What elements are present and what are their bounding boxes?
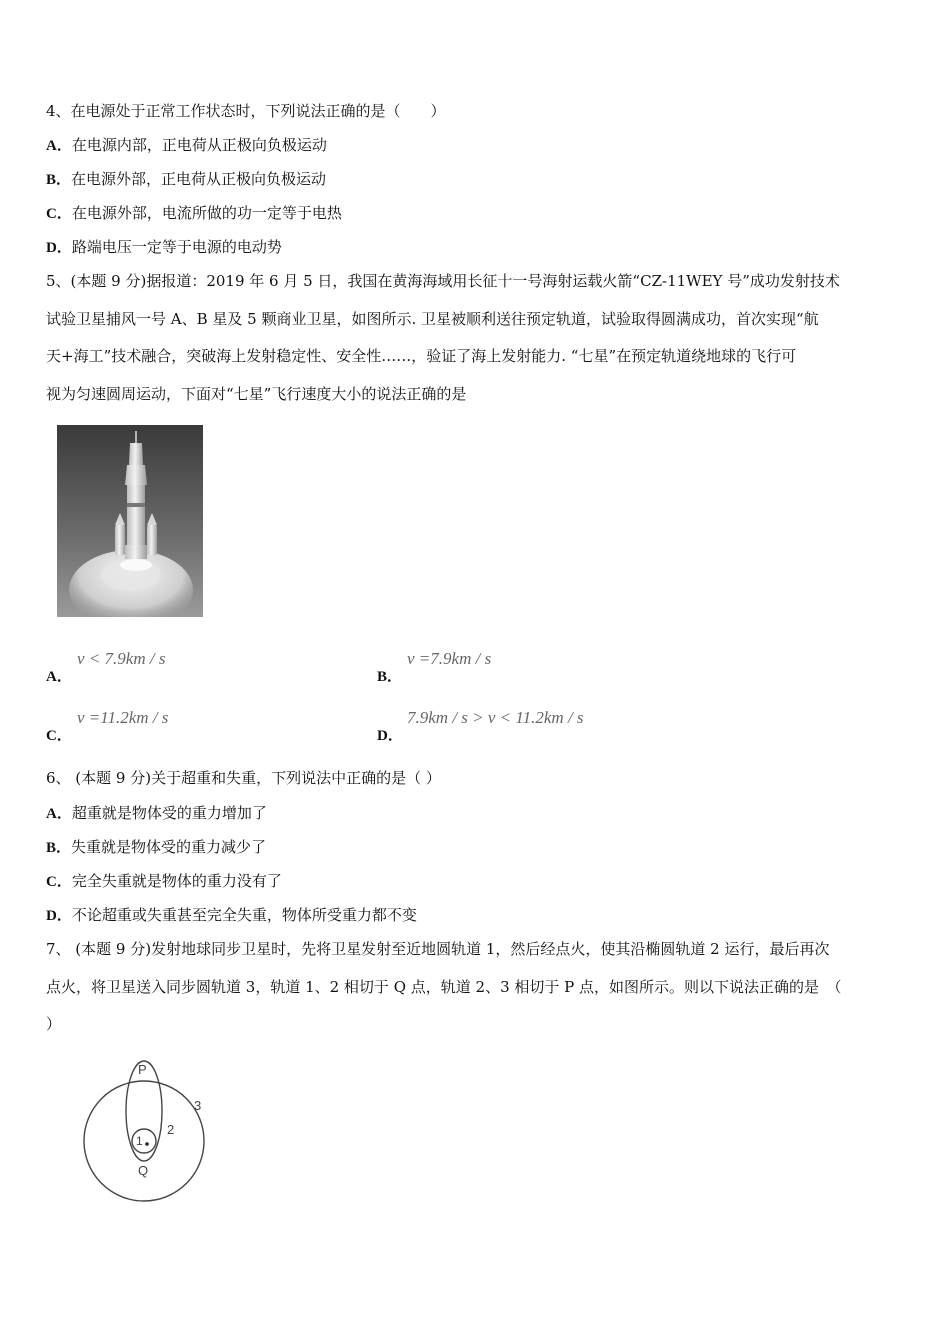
q4-option-d — [46, 237, 282, 258]
q7-line-2: 点火，将卫星送入同步圆轨道 3，轨道 1、2 相切于 Q 点，轨道 2、3 相切于 P 点，如图所示。则以下说法正确的是 （ — [46, 978, 842, 996]
earth-center-dot — [145, 1142, 149, 1146]
q4-option-a — [46, 135, 327, 156]
q4-option-b — [46, 169, 326, 190]
orbit-3 — [84, 1081, 204, 1201]
option-label: C． — [46, 206, 72, 222]
option-label: A． — [46, 806, 72, 822]
q6-option-a — [46, 803, 267, 824]
option-text: 在电源外部，正电荷从正极向负极运动 — [71, 170, 327, 188]
q5-line-4: 视为匀速圆周运动，下面对“七星”飞行速度大小的说法正确的是 — [46, 385, 467, 403]
q6-option-b — [46, 837, 266, 858]
q6-stem: 6、 (本题 9 分)关于超重和失重，下列说法中正确的是（ ） — [46, 769, 441, 787]
option-text: 超重就是物体受的重力增加了 — [71, 804, 267, 822]
option-text: 在电源外部，电流所做的功一定等于电热 — [71, 204, 342, 222]
q5-option-d-formula: 7.9km / s > v < 11.2km / s — [407, 708, 584, 727]
option-label: D． — [46, 908, 72, 924]
q6-option-d — [46, 905, 417, 926]
q5-option-b-label: B． — [377, 669, 403, 685]
q7-line-3: ） — [46, 1015, 62, 1033]
option-text: 路端电压一定等于电源的电动势 — [71, 238, 282, 256]
label-orbit-3: 3 — [194, 1098, 202, 1113]
q7-line-1: 7、 (本题 9 分)发射地球同步卫星时，先将卫星发射至近地圆轨道 1，然后经点火，使其沿椭圆轨道 2 运行，最后再次 — [46, 940, 830, 958]
q5-option-b-formula: v =7.9km / s — [407, 649, 492, 668]
q5-option-a-label: A． — [46, 669, 72, 685]
q6-option-c — [46, 871, 282, 892]
option-label: D． — [46, 240, 72, 256]
option-text: 完全失重就是物体的重力没有了 — [71, 872, 282, 890]
q4-option-c — [46, 203, 342, 224]
label-p: P — [138, 1062, 147, 1077]
option-text: 不论超重或失重甚至完全失重，物体所受重力都不变 — [71, 906, 417, 924]
q5-line-3: 天+海工”技术融合，突破海上发射稳定性、安全性……，验证了海上发射能力. “七星”在预定轨道绕地球的飞行可 — [46, 347, 797, 365]
q5-option-c-formula: v =11.2km / s — [77, 708, 169, 727]
label-q: Q — [138, 1163, 149, 1178]
q4-stem: 4、在电源处于正常工作状态时，下列说法正确的是（ ） — [46, 102, 446, 120]
option-label: C． — [46, 874, 72, 890]
q5-line-2: 试验卫星捕风一号 A、B 星及 5 颗商业卫星，如图所示. 卫星被顺利送往预定轨道，试验取得圆满成功，首次实现“航 — [46, 310, 819, 328]
option-label: B． — [46, 840, 72, 856]
option-label: A． — [46, 138, 72, 154]
option-text: 失重就是物体受的重力减少了 — [71, 838, 267, 856]
q5-option-c-label: C． — [46, 728, 72, 744]
orbit-diagram — [80, 1056, 220, 1206]
label-orbit-2: 2 — [167, 1122, 175, 1137]
rocket-launch-image — [57, 425, 203, 617]
option-text: 在电源内部，正电荷从正极向负极运动 — [71, 136, 327, 154]
q5-line-1: 5、(本题 9 分)据报道：2019 年 6 月 5 日，我国在黄海海域用长征十一号海射运载火箭“CZ-11WEY 号”成功发射技术 — [46, 272, 840, 290]
option-label: B． — [46, 172, 72, 188]
label-orbit-1: 1 — [136, 1134, 143, 1148]
q5-option-d-label: D． — [377, 728, 403, 744]
q5-option-a-formula: v < 7.9km / s — [77, 649, 166, 668]
